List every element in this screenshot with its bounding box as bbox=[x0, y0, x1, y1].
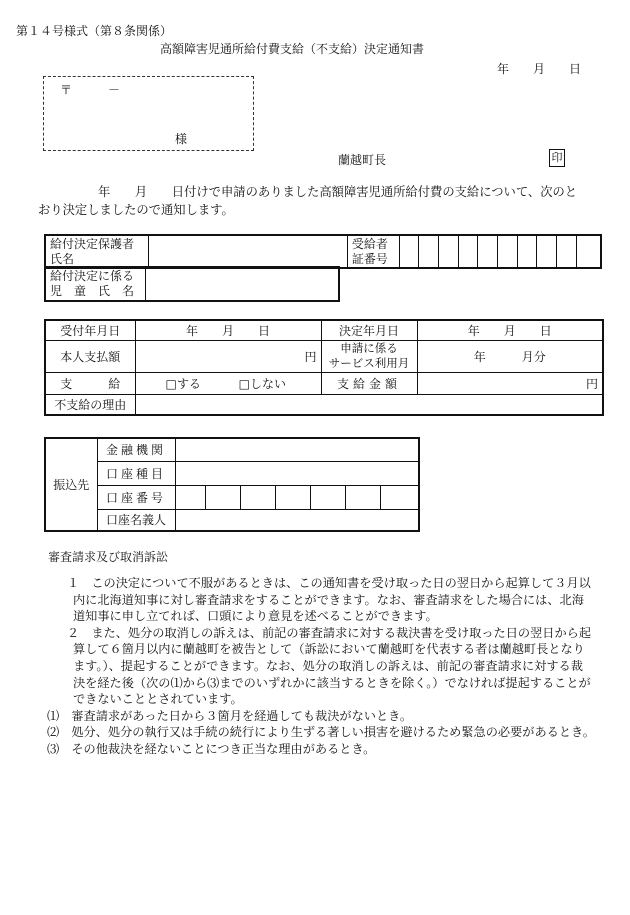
note-1: １ この決定について不服があるときは、この通知書を受け取った日の翌日から起算して３月以内に北海道知事に対し審査請求をすることができます。なお、審査請求をした場合には、北海道知事に申し立てれば、口頭により意見を述べることができます。 bbox=[67, 576, 591, 624]
account-number-digit[interactable] bbox=[240, 485, 275, 509]
self-pay-label: 本人支払額 bbox=[45, 340, 135, 372]
account-number-digit[interactable] bbox=[310, 485, 345, 509]
recipient-number-digit[interactable] bbox=[438, 235, 458, 268]
payment-amount-label: 支給金額 bbox=[321, 372, 417, 394]
intro-line-2: おり決定しましたので通知します。 bbox=[38, 203, 234, 217]
recipient-number-digit[interactable] bbox=[537, 235, 557, 268]
non-payment-reason-field[interactable] bbox=[135, 394, 603, 415]
recipient-number-digit[interactable] bbox=[419, 235, 439, 268]
notes-heading: 審査請求及び取消訴訟 bbox=[48, 550, 169, 564]
self-pay-field[interactable]: 円 bbox=[135, 340, 321, 372]
non-payment-reason-label: 不支給の理由 bbox=[45, 394, 135, 415]
account-number-digit[interactable] bbox=[380, 485, 419, 509]
note-sub-1: ⑴ 審査請求があった日から３箇月を経過しても裁決がないとき。 bbox=[47, 708, 413, 723]
received-date-label: 受付年月日 bbox=[45, 320, 135, 340]
service-month-field[interactable]: 年 月分 bbox=[417, 340, 603, 372]
issuer-name: 蘭越町長 bbox=[338, 153, 387, 167]
note-sub-3: ⑶ その他裁決を経ないことにつき正当な理由があるとき。 bbox=[47, 741, 376, 756]
payment-yes-checkbox[interactable]: □する bbox=[165, 376, 201, 391]
recipient-honorific: 様 bbox=[175, 132, 188, 146]
payment-label: 支 給 bbox=[45, 372, 135, 394]
account-number-digit[interactable] bbox=[275, 485, 310, 509]
received-date-field[interactable]: 年 月 日 bbox=[135, 320, 321, 340]
child-name-field[interactable] bbox=[145, 267, 339, 301]
guardian-name-label: 給付決定保護者 氏名 bbox=[45, 235, 149, 268]
decision-table bbox=[44, 319, 604, 416]
guardian-table bbox=[44, 234, 602, 269]
account-number-digit[interactable] bbox=[175, 485, 205, 509]
account-number-digit[interactable] bbox=[345, 485, 380, 509]
postal-code: 〒 － bbox=[60, 83, 121, 97]
guardian-name-field[interactable] bbox=[149, 235, 348, 268]
recipient-number-digit[interactable] bbox=[399, 235, 419, 268]
recipient-number-digit[interactable] bbox=[517, 235, 537, 268]
transfer-table bbox=[44, 437, 420, 532]
form-number: 第１４号様式（第８条関係） bbox=[16, 24, 173, 38]
seal-mark: 印 bbox=[549, 149, 565, 167]
bank-field[interactable] bbox=[175, 438, 419, 461]
account-number-label: 口座番号 bbox=[97, 485, 175, 509]
account-type-field[interactable] bbox=[175, 461, 419, 485]
child-name-label: 給付決定に係る 児 童 氏 名 bbox=[45, 267, 145, 301]
account-type-label: 口座種目 bbox=[97, 461, 175, 485]
document-title: 高額障害児通所給付費支給（不支給）決定通知書 bbox=[160, 42, 425, 56]
transfer-label: 振込先 bbox=[45, 438, 97, 531]
payment-no-checkbox[interactable]: □しない bbox=[238, 376, 287, 391]
recipient-number-digit[interactable] bbox=[576, 235, 601, 268]
decision-date-field[interactable]: 年 月 日 bbox=[417, 320, 603, 340]
service-month-label: 申請に係る サービス利用月 bbox=[321, 340, 417, 372]
decision-date-label: 決定年月日 bbox=[321, 320, 417, 340]
recipient-number-digit[interactable] bbox=[458, 235, 478, 268]
notes-section bbox=[47, 575, 595, 758]
bank-label: 金融機関 bbox=[97, 438, 175, 461]
child-table bbox=[44, 266, 340, 302]
recipient-number-digit[interactable] bbox=[478, 235, 498, 268]
recipient-number-label: 受給者 証番号 bbox=[347, 235, 399, 268]
intro-line-1: 年 月 日付けで申請のありました高額障害児通所給付費の支給について、次のと bbox=[98, 185, 578, 199]
note-sub-2: ⑵ 処分、処分の執行又は手続の続行により生ずる著しい損害を避けるため緊急の必要があるとき。 bbox=[47, 725, 595, 740]
note-2: ２ また、処分の取消しの訴えは、前記の審査請求に対する裁決書を受け取った日の翌日から起算して６箇月以内に蘭越町を被告として（訴訟において蘭越町を代表する者は蘭越町長となります。）、提起することができます。なお、処分の取消しの訴えは、前記の審査請求に対する裁決を経た後（次の⑴から⑶までのいずれかに該当するときを除く。）でなければ提起することができないこととされています。 bbox=[67, 625, 592, 707]
account-holder-label: 口座名義人 bbox=[97, 509, 175, 531]
account-holder-field[interactable] bbox=[175, 509, 419, 531]
issue-date: 年 月 日 bbox=[497, 62, 582, 76]
account-number-digit[interactable] bbox=[205, 485, 240, 509]
recipient-number-digit[interactable] bbox=[497, 235, 517, 268]
recipient-number-digit[interactable] bbox=[556, 235, 576, 268]
intro-text bbox=[38, 183, 598, 219]
payment-options bbox=[135, 372, 321, 394]
payment-amount-field[interactable]: 円 bbox=[417, 372, 603, 394]
